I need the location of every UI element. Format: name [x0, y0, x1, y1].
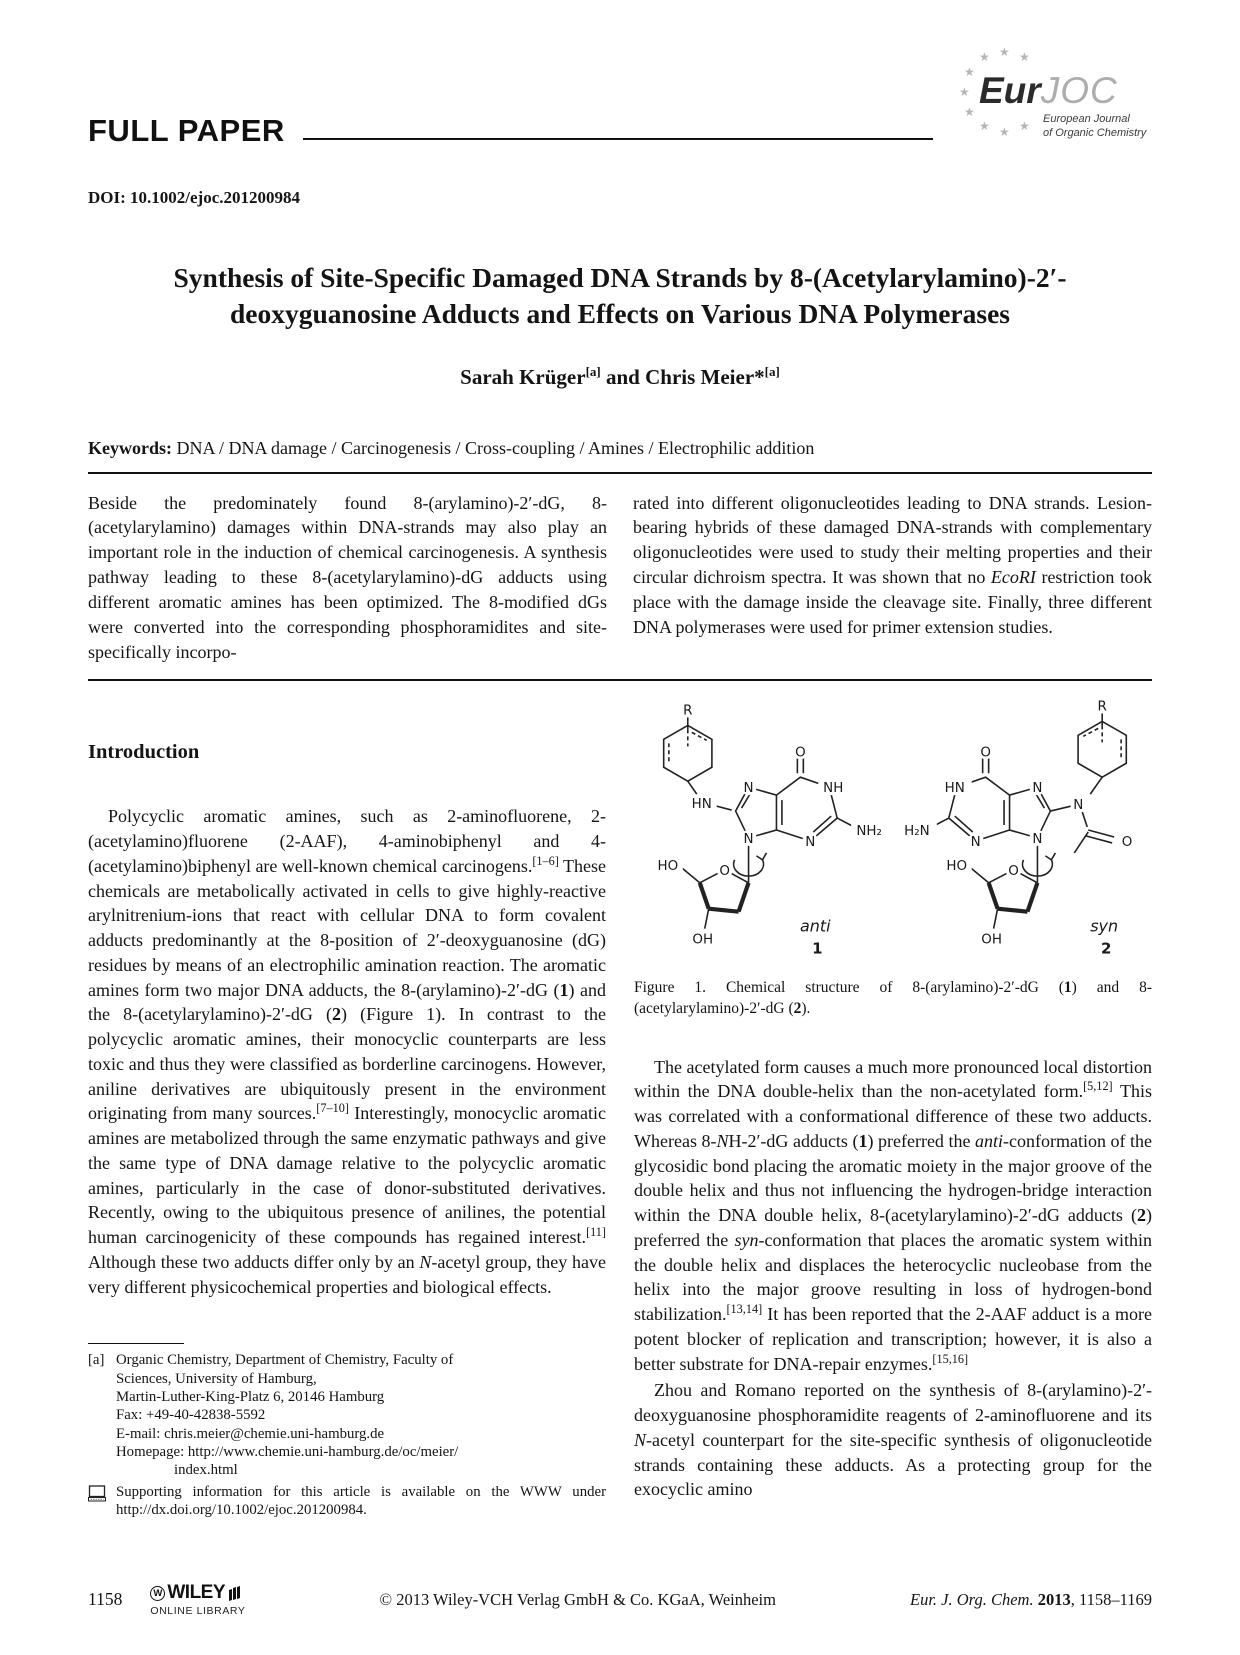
conformation-label: anti [800, 916, 831, 936]
supporting-info-icon [88, 1483, 116, 1520]
compound-number: 1 [812, 939, 823, 958]
structure-1-label-masks [653, 744, 887, 947]
logo-subtitle-line1: European Journal [1043, 113, 1130, 125]
atom-label: HN [691, 797, 712, 813]
keywords-list: DNA / DNA damage / Carcinogenesis / Cross-coupling / Amines / Electrophilic addition [172, 437, 815, 458]
body-columns [88, 689, 1152, 1519]
eu-star-icon: ★ [1019, 119, 1030, 133]
body-paragraph-3: Zhou and Romano reported on the synthesis of 8-(arylamino)-2′-deoxyguanosine phosphoramidite reagents of 2-aminofluorene and its N-acetyl counterpart for the site-specific synthesis of oligonucleotide strands containing these adducts. As a protecting group for the exocyclic amino [634, 1380, 1152, 1500]
logo-subtitle [1043, 113, 1146, 141]
right-column [634, 689, 1152, 1519]
affiliation-line: index.html [174, 1462, 238, 1479]
author-1: Sarah Krüger [460, 364, 586, 389]
wiley-sub-label: ONLINE LIBRARY [150, 1605, 246, 1617]
abstract-left-column: Beside the predominately found 8-(arylamino)-2′-dG, 8-(acetylarylamino) damages within DNA-strands may also play an important role in the induction of chemical carcinogenesis. A synthesis pathway leading to these 8-(acetylarylamino)-dG adducts using different aromatic amines has been optimized. The 8-modified dGs were converted into the corresponding phosphoramidites and site-specifically incorpo- [88, 492, 607, 662]
structure-1-anti [664, 718, 856, 929]
eu-star-icon: ★ [999, 45, 1010, 59]
footnotes [88, 1343, 606, 1519]
atom-label: N [1032, 832, 1043, 848]
atom-label: O [795, 745, 806, 761]
atom-label: H₂N [904, 824, 930, 840]
wiley-name: WILEY [167, 1582, 226, 1603]
authors-line [88, 365, 1152, 390]
atom-label: HO [657, 859, 679, 875]
atom-label: HO [946, 859, 968, 875]
keywords-line [88, 438, 1152, 459]
body-paragraph-2: The acetylated form causes a much more pronounced local distortion within the DNA double-helix than the non-acetylated form.[5,12] This was correlated with a conformational difference of these two adducts. Whereas 8-NH-2′-dG adducts (1) preferred the anti-conformation of the glycosidic bond placing the aromatic moiety in the major groove of the double helix and thus not influencing the hydrogen-bridge interaction within the DNA double helix, 8-(acetylarylamino)-2′-dG adducts (2) preferred the syn-conformation that places the aromatic system within the double helix and displaces the heterocyclic nucleobase from the helix into the major groove resulting in loss of hydrogen-bond stabilization.[13,14] It has been reported that the 2-AAF adduct is a more potent blocker of replication and transcription; however, it is also a better substrate for DNA-repair enzymes.[15,16] [634, 1056, 1153, 1374]
left-column [88, 689, 606, 1519]
conformation-label: syn [1090, 916, 1119, 936]
logo-eur: Eur [979, 70, 1041, 111]
abstract-top-rule [88, 472, 1152, 474]
atom-label: R [1097, 699, 1107, 715]
page-number: 1158 [88, 1589, 123, 1609]
structure-2-syn [930, 714, 1126, 929]
affiliation-line: Homepage: http://www.chemie.uni-hamburg.de/oc/meier/ [116, 1444, 459, 1461]
header-rule [303, 138, 933, 140]
figure1-structures [634, 699, 1152, 957]
page-footer [88, 1582, 1152, 1617]
abstract-right-column: rated into different oligonucleotides leading to DNA strands. Lesion-bearing hybrids of these damaged DNA-strands with complementary oligonucleotides were used to study their melting properties and their circular dichroism spectra. It was shown that no EcoRI restriction took place with the damage inside the cleavage site. Finally, three different DNA polymerases were used for primer extension studies. [633, 492, 1152, 637]
eurjoc-wordmark [979, 72, 1118, 109]
footnote-marker: [a] [88, 1352, 105, 1369]
wiley-online-library-logo [150, 1582, 245, 1617]
footnote-rule [88, 1343, 184, 1344]
rotation-arrow-head [1045, 853, 1055, 860]
affiliation-lines [116, 1351, 606, 1479]
authors-connector: and [600, 364, 646, 389]
keywords-label: Keywords: [88, 437, 172, 458]
figure1-caption: Figure 1. Chemical structure of 8-(arylamino)-2′-dG (1) and 8-(acetylarylamino)-2′-dG (2). [634, 979, 1153, 1017]
atom-label: NH₂ [856, 824, 882, 840]
rotation-arrow-head [757, 853, 767, 860]
eu-star-icon: ★ [1019, 50, 1030, 64]
affiliation-line: Organic Chemistry, Department of Chemistry, Faculty of [116, 1352, 454, 1369]
atom-label: OH [981, 932, 1002, 948]
introduction-paragraph: Polycyclic aromatic amines, such as 2-aminofluorene, 2-(acetylamino)fluorene (2-AAF), 4-aminobiphenyl and 4-(acetylamino)biphenyl are well-known chemical carcinogens.[1–6] These chemicals are metabolically activated in cells to give highly-reactive arylnitrenium-ions that react with cellular DNA to form covalent adducts predominantly at the 8-position of 2′-deoxyguanosine (dG) residues by means of an electrophilic amination reaction. The aromatic amines form two major DNA adducts, the 8-(arylamino)-2′-dG (1) and the 8-(acetylarylamino)-2′-dG (2) (Figure 1). In contrast to the polycyclic aromatic amines, their monocyclic counterparts are less toxic and thus they were classified as borderline carcinogens. However, aniline derivatives are ubiquitously present in the environment originating from many sources.[7–10] Interestingly, monocyclic aromatic amines are metabolized through the same enzymatic pathways and give the same type of DNA damage relative to the polycyclic aromatic amines, particularly in the case of donor-substituted derivatives. Recently, owing to the ubiquitous presence of anilines, the potential human carcinogenicity of these compounds has regained interest.[11] Although these two adducts differ only by an N-acetyl group, they have very different physicochemical properties and biological effects. [88, 806, 606, 1297]
page-header [88, 45, 1152, 148]
atom-label: R [683, 703, 693, 719]
author-2-affiliation-mark: [a] [764, 363, 780, 379]
atom-label: N [743, 832, 754, 848]
affiliation-footnote [88, 1351, 606, 1479]
eu-star-icon: ★ [999, 125, 1010, 139]
author-1-affiliation-mark: [a] [585, 363, 601, 379]
author-2: Chris Meier* [645, 364, 765, 389]
atom-label: O [1121, 835, 1133, 851]
atom-label: N [805, 835, 816, 851]
books-icon [227, 1585, 243, 1602]
structure-1-labels [658, 704, 882, 958]
eu-star-icon: ★ [979, 119, 990, 133]
affiliation-line: Sciences, University of Hamburg, [116, 1370, 317, 1387]
copyright-line: © 2013 Wiley-VCH Verlag GmbH & Co. KGaA, Weinheim [379, 1589, 776, 1609]
figure1 [634, 699, 1152, 1018]
affiliation-line: Fax: +49-40-42838-5592 [116, 1407, 266, 1424]
compound-number: 2 [1100, 939, 1112, 958]
wiley-w-icon: W [150, 1586, 165, 1601]
abstract-bottom-rule [88, 679, 1152, 681]
atom-label: HN [944, 781, 965, 797]
supporting-info-note [88, 1483, 606, 1520]
structure-2-labels [904, 700, 1132, 958]
logo-subtitle-line2: of Organic Chemistry [1043, 126, 1147, 139]
atom-label: N [743, 781, 754, 797]
affiliation-line: Martin-Luther-King-Platz 6, 20146 Hamburg [116, 1389, 385, 1406]
introduction-heading: Introduction [88, 741, 200, 764]
section-label: FULL PAPER [88, 113, 285, 148]
article-title: Synthesis of Site-Specific Damaged DNA Strands by 8-(Acetylarylamino)-2′-deoxyguanosine Adducts and Effects on Various DNA Polymerases [173, 262, 1067, 330]
supporting-info-text: Supporting information for this article is available on the WWW under http://dx.doi.org/10.1002/ejoc.201200984. [116, 1483, 606, 1519]
atom-label: N [970, 835, 981, 851]
eu-star-icon: ★ [959, 85, 970, 99]
abstract [88, 491, 1152, 665]
atom-label: N [1032, 781, 1043, 797]
eu-star-icon: ★ [979, 50, 990, 64]
eu-star-icon: ★ [964, 105, 975, 119]
eu-star-icon: ★ [964, 65, 975, 79]
eurjoc-logo [947, 45, 1152, 146]
atom-label: N [1073, 798, 1084, 814]
atom-label: O [980, 745, 991, 761]
journal-citation: Eur. J. Org. Chem. 2013, 1158–1169 [910, 1589, 1152, 1609]
atom-label: OH [692, 932, 714, 948]
atom-label: O [1008, 864, 1019, 880]
logo-joc: JOC [1040, 70, 1118, 111]
atom-label: NH [823, 781, 844, 797]
affiliation-line: E-mail: chris.meier@chemie.uni-hamburg.de [116, 1425, 385, 1442]
doi: DOI: 10.1002/ejoc.201200984 [88, 188, 301, 207]
atom-label: O [719, 864, 730, 880]
